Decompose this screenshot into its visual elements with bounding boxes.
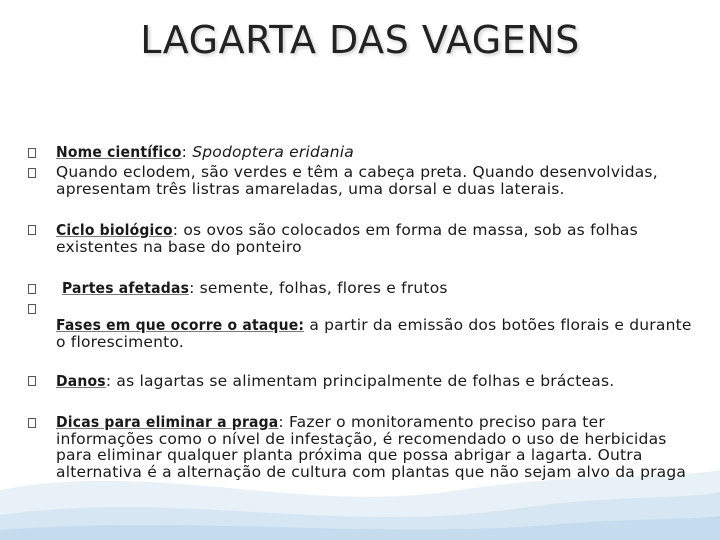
bullet-icon	[28, 168, 36, 178]
list-item-biological-cycle	[56, 222, 698, 255]
bullet-icon	[28, 225, 36, 235]
item-text: Fazer o monitoramento preciso para ter informações como o nível de infestação, é recomendado o uso de herbicidas para eliminar qualquer planta próxima que possa abrigar a lagarta. Outra alternativa é a alternação de cultura com plantas que não sejam alvo da praga	[56, 413, 687, 481]
list-item-scientific-name	[56, 144, 698, 161]
item-text: as lagartas se alimentam principalmente de folhas e brácteas.	[111, 372, 615, 390]
item-text: a partir da emissão dos botões florais e durante o florescimento.	[56, 316, 692, 351]
item-separator: :	[189, 279, 195, 297]
list-item-control-tips	[56, 414, 698, 480]
item-text: Quando eclodem, são verdes e têm a cabeça preta. Quando desenvolvidas, apresentam três listras amareladas, uma dorsal e duas laterais.	[56, 163, 658, 198]
slide-title: LAGARTA DAS VAGENS	[140, 18, 580, 62]
list-item-affected-parts	[62, 280, 698, 297]
item-text: Spodoptera eridania	[192, 143, 354, 161]
item-label: Dicas para eliminar a praga	[56, 413, 279, 431]
item-separator: :	[181, 143, 188, 161]
list-item-damage	[56, 373, 698, 390]
item-separator: :	[172, 221, 179, 239]
bullet-icon	[28, 418, 36, 428]
bullet-icon	[28, 284, 36, 294]
item-label: Fases em que ocorre o ataque:	[56, 316, 305, 334]
item-label: Danos	[56, 372, 106, 390]
item-text: os ovos são colocados em forma de massa, sob as folhas existentes na base do ponteiro	[56, 221, 638, 256]
item-label: Nome científico	[56, 143, 182, 161]
item-label: Partes afetadas	[62, 279, 190, 297]
list-item-attack-phases	[56, 317, 698, 350]
item-separator: :	[278, 413, 284, 431]
bullet-icon	[28, 376, 36, 386]
item-text: semente, folhas, flores e frutos	[194, 279, 448, 297]
list-item-description	[56, 164, 698, 197]
bullet-icon	[28, 304, 36, 314]
bullet-icon	[28, 148, 36, 158]
item-label: Ciclo biológico	[56, 221, 173, 239]
item-separator: :	[105, 372, 112, 390]
